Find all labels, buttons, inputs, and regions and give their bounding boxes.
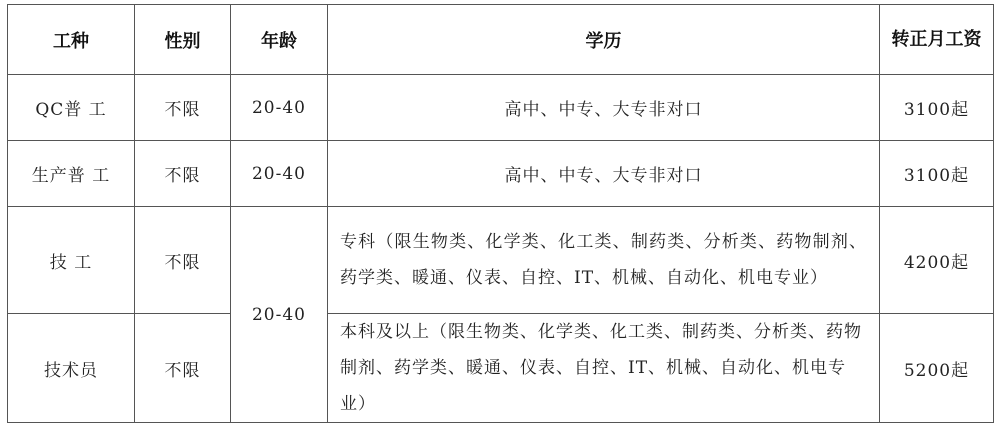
table-row — [8, 141, 994, 207]
header-job: 工种 — [8, 5, 135, 75]
education-cell: 专科（限生物类、化学类、化工类、制药类、分析类、药物制剂、药学类、暖通、仪表、自控、IT、机械、自动化、机电专业） — [328, 207, 880, 314]
header-salary: 转正月工资 — [880, 5, 994, 75]
job-cell: 技术员 — [8, 314, 135, 423]
salary-cell: 4200起 — [880, 207, 994, 314]
header-education: 学历 — [328, 5, 880, 75]
job-cell: QC普 工 — [8, 75, 135, 141]
job-table — [7, 4, 994, 423]
header-gender: 性别 — [135, 5, 231, 75]
education-cell: 本科及以上（限生物类、化学类、化工类、制药类、分析类、药物制剂、药学类、暖通、仪表、自控、IT、机械、自动化、机电专业） — [328, 314, 880, 423]
header-row — [8, 5, 994, 75]
table-row — [8, 75, 994, 141]
job-cell: 技 工 — [8, 207, 135, 314]
age-cell: 20-40 — [231, 207, 328, 423]
table-row — [8, 207, 994, 314]
salary-cell: 3100起 — [880, 141, 994, 207]
gender-cell: 不限 — [135, 75, 231, 141]
gender-cell: 不限 — [135, 141, 231, 207]
education-cell: 高中、中专、大专非对口 — [328, 75, 880, 141]
job-cell: 生产普 工 — [8, 141, 135, 207]
education-cell: 高中、中专、大专非对口 — [328, 141, 880, 207]
age-cell: 20-40 — [231, 75, 328, 141]
salary-cell: 5200起 — [880, 314, 994, 423]
salary-cell: 3100起 — [880, 75, 994, 141]
age-cell: 20-40 — [231, 141, 328, 207]
gender-cell: 不限 — [135, 207, 231, 314]
header-age: 年龄 — [231, 5, 328, 75]
table-row — [8, 314, 994, 423]
gender-cell: 不限 — [135, 314, 231, 423]
